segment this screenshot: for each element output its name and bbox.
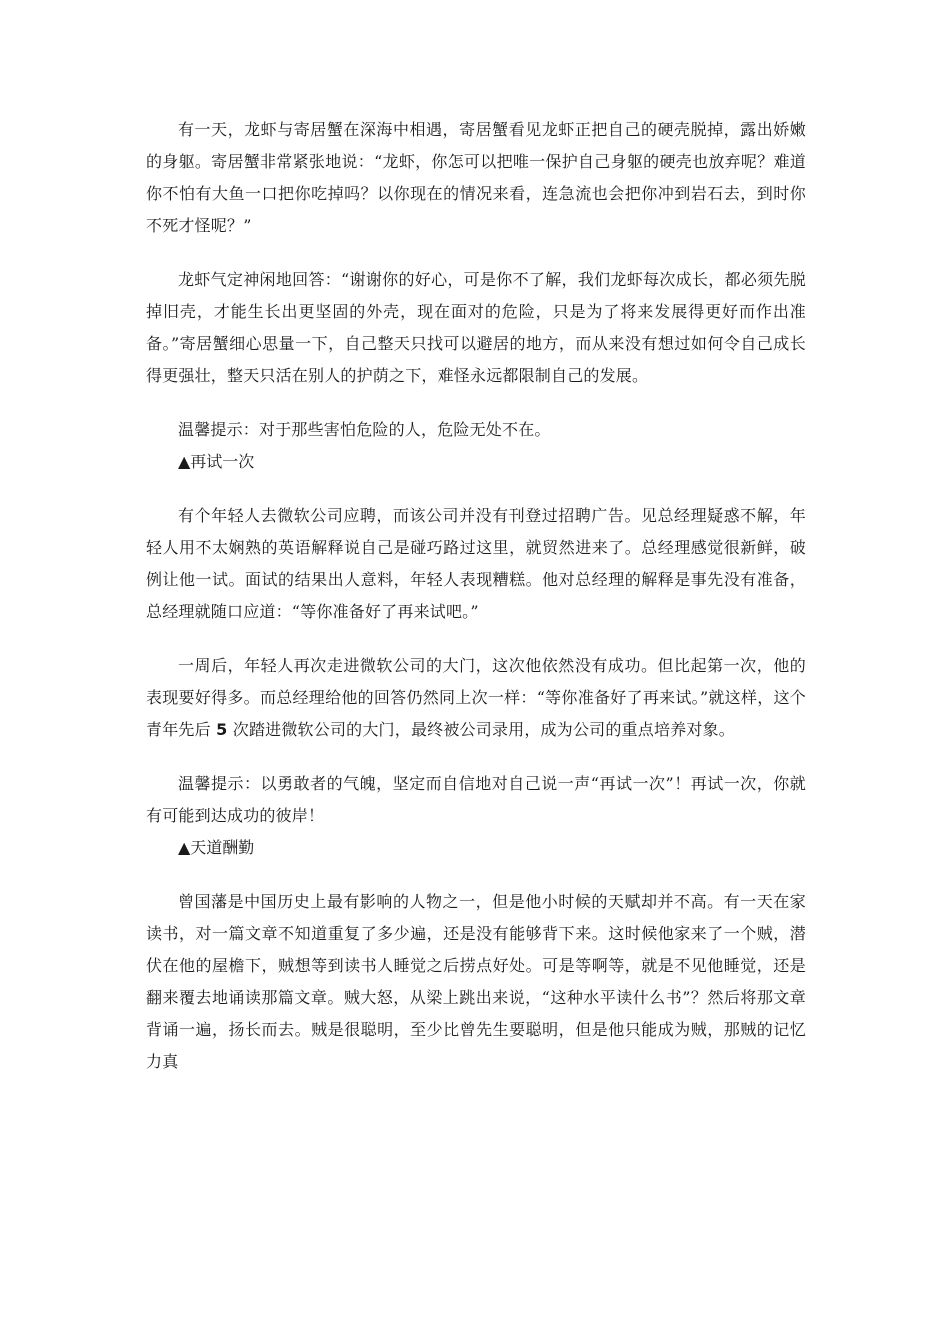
section-heading-try-again: ▲再试一次 (178, 452, 255, 471)
document-page (146, 114, 806, 1078)
section-heading-diligence: ▲天道酬勤 (178, 838, 255, 857)
story2-count: 5 (216, 720, 228, 739)
story1-tip: 温馨提示：对于那些害怕危险的人，危险无处不在。 (178, 420, 551, 439)
story2-paragraph-1: 有个年轻人去微软公司应聘，而该公司并没有刊登过招聘广告。见总经理疑惑不解，年轻人用不太娴熟的英语解释说自己是碰巧路过这里，就贸然进来了。总经理感觉很新鲜，破例让他一试。面试的结果出人意料，年轻人表现糟糕。他对总经理的解释是事先没有准备，总经理就随口应道：“等你准备好了再来试吧。” (146, 506, 806, 621)
story3-paragraph-1: 曾国藩是中国历史上最有影响的人物之一，但是他小时候的天赋却并不高。有一天在家读书，对一篇文章不知道重复了多少遍，还是没有能够背下来。这时候他家来了一个贼，潜伏在他的屋檐下，贼想等到读书人睡觉之后捞点好处。可是等啊等，就是不见他睡觉，还是翻来覆去地诵读那篇文章。贼大怒，从梁上跳出来说，“这种水平读什么书”？然后将那文章背诵一遍，扬长而去。贼是很聪明，至少比曾先生要聪明，但是他只能成为贼，那贼的记忆力真 (146, 892, 806, 1071)
story2-tip: 温馨提示：以勇敢者的气魄，坚定而自信地对自己说一声“再试一次”！再试一次，你就有可能到达成功的彼岸！ (146, 774, 806, 825)
story2-paragraph-2-part-b: 次踏进微软公司的大门，最终被公司录用，成为公司的重点培养对象。 (232, 720, 735, 739)
story1-paragraph-1: 有一天，龙虾与寄居蟹在深海中相遇，寄居蟹看见龙虾正把自己的硬壳脱掉，露出娇嫩的身躯。寄居蟹非常紧张地说：“龙虾，你怎可以把唯一保护自己身躯的硬壳也放弃呢？难道你不怕有大鱼一口把你吃掉吗？以你现在的情况来看，连急流也会把你冲到岩石去，到时你不死才怪呢？” (146, 120, 806, 235)
story2-paragraph-2 (146, 650, 806, 746)
story2-paragraph-2-part-a: 一周后，年轻人再次走进微软公司的大门，这次他依然没有成功。但比起第一次，他的表现要好得多。而总经理给他的回答仍然同上次一样：“等你准备好了再来试。”就这样，这个青年先后 (146, 656, 806, 739)
story1-paragraph-2: 龙虾气定神闲地回答：“谢谢你的好心，可是你不了解，我们龙虾每次成长，都必须先脱掉旧壳，才能生长出更坚固的外壳，现在面对的危险，只是为了将来发展得更好而作出准备。”寄居蟹细心思量一下，自己整天只找可以避居的地方，而从来没有想过如何令自己成长得更强壮，整天只活在别人的护荫之下，难怪永远都限制自己的发展。 (146, 270, 806, 385)
